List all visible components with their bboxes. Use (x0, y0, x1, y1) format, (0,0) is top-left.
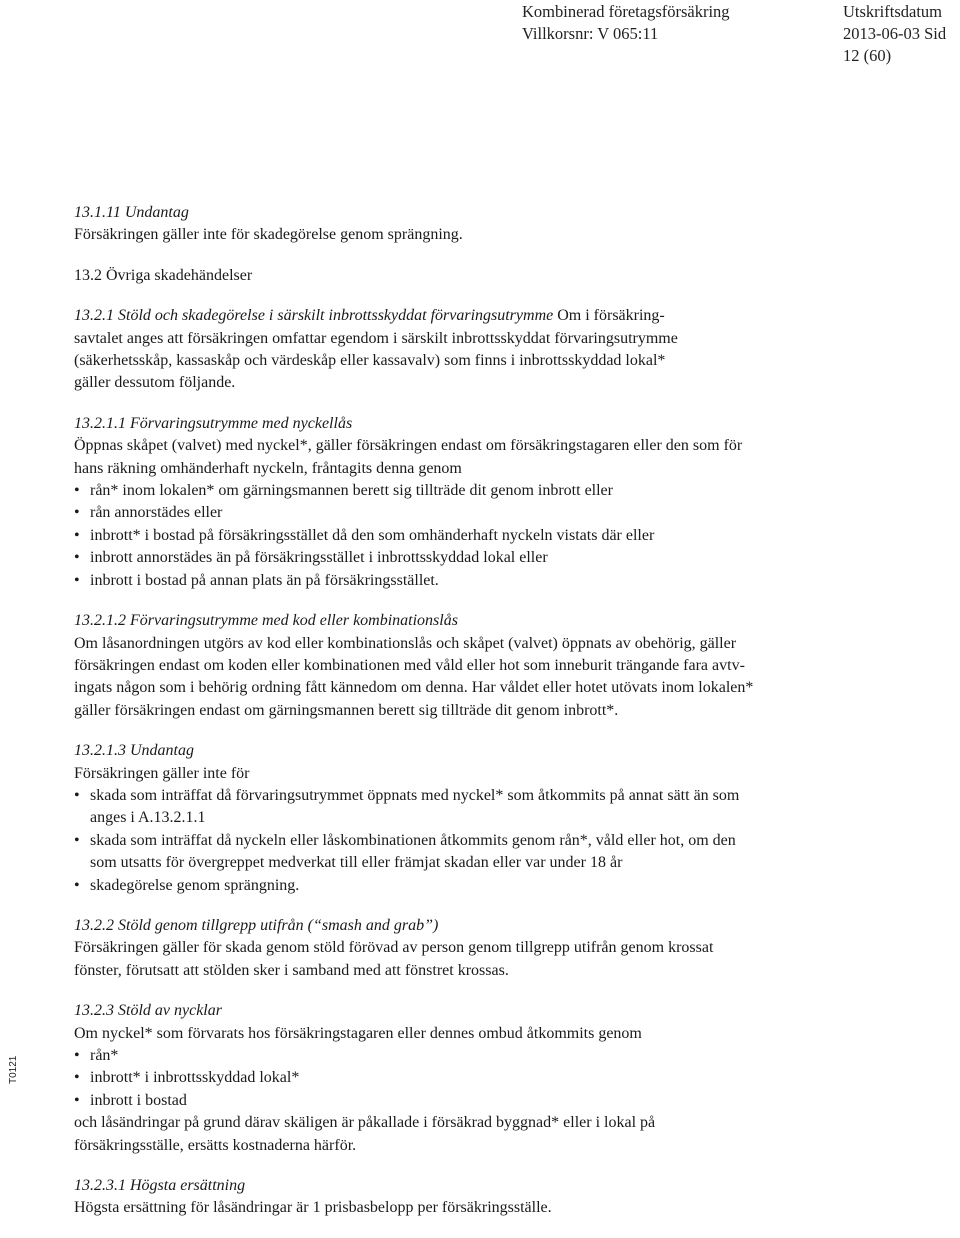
section-13-2-3 (74, 1000, 904, 1157)
header-document-title: Kombinerad företagsförsäkring (522, 2, 730, 21)
paragraph-line: Om låsanordningen utgörs av kod eller kombinationslås och skåpet (valvet) öppnats av obehörig, gäller (74, 634, 737, 652)
list-item: • inbrott i bostad på annan plats än på försäkringsstället. (74, 570, 904, 592)
section-heading: 13.2.3 Stöld av nycklar (74, 1002, 222, 1020)
paragraph-line: (säkerhetsskåp, kassaskåp och värdeskåp eller kassavalv) som finns i inbrottsskyddad lokal* (74, 352, 666, 370)
paragraph-line: Om i försäkring- (557, 307, 665, 325)
paragraph: Försäkringen gäller inte för skadegörelse genom sprängning. (74, 226, 463, 244)
list-item: • skada som inträffat då förvaringsutrymmet öppnats med nyckel* som åtkommits på annat sätt än som anges i A.13.2.1.1 (74, 785, 904, 830)
list-item: • skadegörelse genom sprängning. (74, 875, 904, 897)
header-print-date: 2013-06-03 Sid (843, 24, 947, 43)
paragraph-line: försäkringsställe, ersätts kostnaderna härför. (74, 1136, 357, 1154)
list-item: • inbrott* i bostad på försäkringsstället då den som omhänderhaft nyckeln vistats där eller (74, 525, 904, 547)
paragraph-line: ingats någon som i behörig ordning fått kännedom om denna. Har våldet eller hotet utövats inom lokalen* (74, 679, 754, 697)
header-page-number: 12 (60) (843, 46, 892, 65)
section-13-2-1 (74, 305, 904, 395)
list-item: • rån annorstädes eller (74, 502, 904, 524)
header-print-date-label: Utskriftsdatum (843, 2, 942, 21)
section-heading: 13.2.1.3 Undantag (74, 742, 194, 760)
paragraph: Försäkringen gäller inte för (74, 764, 250, 782)
paragraph-line: gäller dessutom följande. (74, 374, 236, 392)
section-heading: 13.1.11 Undantag (74, 204, 189, 221)
section-13-2 (74, 265, 904, 287)
paragraph-line: hans räkning omhänderhaft nyckeln, fråntagits denna genom (74, 459, 462, 477)
paragraph-line: Öppnas skåpet (valvet) med nyckel*, gäller försäkringen endast om försäkringstagaren eller den som för (74, 437, 743, 455)
section-heading: 13.2.1.1 Förvaringsutrymme med nyckellås (74, 414, 353, 432)
section-13-2-2 (74, 915, 904, 982)
paragraph-line: Försäkringen gäller för skada genom stöld förövad av person genom tillgrepp utifrån genom krossat (74, 939, 714, 957)
paragraph-line: fönster, förutsatt att stölden sker i samband med att fönstret krossas. (74, 961, 509, 979)
bullet-list (74, 1045, 904, 1112)
section-13-2-1-3 (74, 740, 904, 897)
section-heading: 13.2.3.1 Högsta ersättning (74, 1177, 246, 1195)
list-item: • inbrott* i inbrottsskyddad lokal* (74, 1067, 904, 1089)
bullet-list (74, 480, 904, 592)
paragraph: Högsta ersättning för låsändringar är 1 prisbasbelopp per försäkringsställe. (74, 1199, 552, 1217)
paragraph: Om nyckel* som förvarats hos försäkringstagaren eller dennes ombud åtkommits genom (74, 1024, 642, 1042)
list-item: • rån* inom lokalen* om gärningsmannen berett sig tillträde dit genom inbrott eller (74, 480, 904, 502)
section-13-2-1-2 (74, 610, 904, 722)
bullet-list (74, 785, 904, 897)
list-item: • skada som inträffat då nyckeln eller låskombinationen åtkommits genom rån*, våld eller hot, om den som utsatts för övergreppet medverkat till eller främjat skadan eller var under 18 år (74, 830, 904, 875)
paragraph-line: försäkringen endast om koden eller kombinationen med våld eller hot som inneburit trängande fara avtv- (74, 656, 745, 674)
section-13-1-11 (74, 202, 904, 247)
section-13-2-3-1 (74, 1175, 904, 1220)
side-document-code: T0121 (8, 1055, 19, 1084)
section-heading: 13.2.1.2 Förvaringsutrymme med kod eller kombinationslås (74, 612, 458, 630)
paragraph-line: gäller försäkringen endast om gärningsmannen berett sig tillträde dit genom inbrott*. (74, 701, 619, 719)
list-item: • inbrott i bostad (74, 1090, 904, 1112)
list-item: • rån* (74, 1045, 904, 1067)
paragraph-line: savtalet anges att försäkringen omfattar egendom i särskilt inbrottsskyddat förvaringsutrymme (74, 329, 678, 347)
header-contract-number: Villkorsnr: V 065:11 (522, 24, 659, 43)
section-heading: 13.2 Övriga skadehändelser (74, 266, 253, 284)
paragraph-line: och låsändringar på grund därav skäligen är påkallade i försäkrad byggnad* eller i lokal på (74, 1114, 656, 1132)
list-item: • inbrott annorstädes än på försäkringsstället i inbrottsskyddad lokal eller (74, 547, 904, 569)
document-body (74, 202, 904, 1238)
section-heading: 13.2.1 Stöld och skadegörelse i särskilt inbrottsskyddat förvaringsutrymme (74, 307, 554, 325)
section-13-2-1-1 (74, 413, 904, 592)
section-heading: 13.2.2 Stöld genom tillgrepp utifrån (“smash and grab”) (74, 916, 439, 934)
